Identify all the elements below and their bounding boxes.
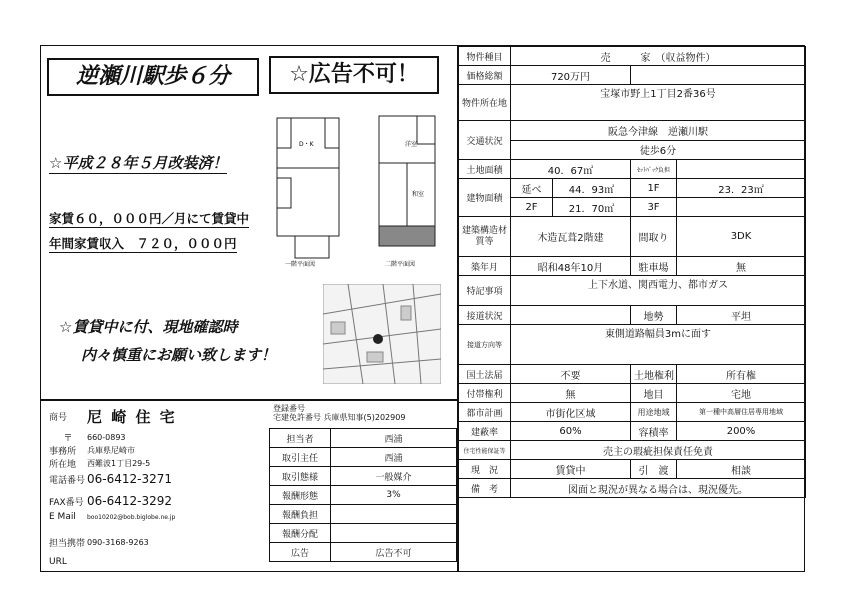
ledger-label: 取引態様 — [270, 467, 331, 486]
ledger-row — [270, 448, 457, 467]
shogo-label: 商号 — [49, 413, 68, 423]
ledger-row — [270, 467, 457, 486]
chimoku-header: 地目 — [631, 384, 677, 403]
kenri-value: 所有権 — [677, 365, 806, 384]
f3-label: 3F — [631, 198, 677, 217]
room-washitsu-label: 和室 — [412, 191, 425, 198]
structure-header: 建築構造材質等 — [459, 217, 511, 257]
ledger-value: 西浦 — [331, 448, 457, 467]
chimoku-value: 宅地 — [677, 384, 806, 403]
zip-mark: 〒 — [63, 434, 73, 444]
structure-value: 木造瓦葺2階建 — [511, 217, 631, 257]
futai-value: 無 — [511, 384, 631, 403]
hoken-value: 売主の瑕疵担保責任免責 — [511, 441, 806, 460]
mobile-label: 担当携帯 — [49, 539, 86, 549]
address-label: 所在地 — [49, 460, 77, 470]
second-floor-label: 二階平面図 — [385, 261, 416, 268]
company-name: 尼 崎 住 宅 — [87, 408, 177, 426]
special-header: 特記事項 — [459, 276, 511, 306]
ledger-value: 広告不可 — [331, 543, 457, 562]
price-value: 720万円 — [511, 66, 631, 85]
traffic-line-1: 阪急今津線 逆瀬川駅 — [511, 121, 806, 141]
ledger-value: 一般媒介 — [331, 467, 457, 486]
kenri-header: 土地権利 — [631, 365, 677, 384]
special-value: 上下水道、関西電力、都市ガス — [511, 276, 806, 306]
built-header: 築年月 — [459, 257, 511, 276]
nobe-value: 44．93㎡ — [553, 179, 631, 198]
madori-value: 3DK — [677, 217, 806, 257]
mail[interactable]: boo10202@bob.biglobe.ne.jp — [87, 513, 176, 521]
yoto-value: 第一種中高層住居専用地域 — [677, 403, 806, 422]
chisei-value: 平坦 — [677, 306, 806, 325]
yoseki-header: 容積率 — [631, 422, 677, 441]
built-value: 昭和48年10月 — [511, 257, 631, 276]
room-yoshitsu-label: 洋室 — [405, 141, 418, 148]
ledger-value: 西浦 — [331, 429, 457, 448]
url-label: URL — [49, 557, 67, 567]
spec-table — [458, 46, 806, 498]
hikiwatashi-header: 引 渡 — [631, 460, 677, 479]
no-ad-headline: ☆広告不可！ — [269, 56, 439, 94]
flyer-frame — [40, 45, 805, 572]
notice-line-2: 内々慎重にお願い致します！ — [81, 346, 277, 364]
chisei-header: 地勢 — [631, 306, 677, 325]
address: 西難波1丁目29-5 — [87, 459, 151, 468]
kokudo-header: 国土法届 — [459, 365, 511, 384]
f2-label: 2F — [511, 198, 553, 217]
land-header: 土地面積 — [459, 160, 511, 179]
kokudo-value: 不要 — [511, 365, 631, 384]
kenpei-value: 60% — [511, 422, 631, 441]
setsudo-value: 東側道路幅員3mに面す — [511, 325, 806, 365]
location-map — [323, 284, 441, 384]
ledger-row — [270, 543, 457, 562]
ledger-row — [270, 429, 457, 448]
f1-value: 23．23㎡ — [677, 179, 806, 198]
ledger-label: 報酬分配 — [270, 524, 331, 543]
agent-ledger — [269, 428, 457, 562]
ledger-value — [331, 505, 457, 524]
ledger-row — [270, 505, 457, 524]
zip: 660-0893 — [87, 433, 126, 442]
ledger-label: 広告 — [270, 543, 331, 562]
f2-value: 21．70㎡ — [553, 198, 631, 217]
fax-label: FAX番号 — [49, 497, 84, 508]
genkyo-header: 現 況 — [459, 460, 511, 479]
ledger-label: 報酬形態 — [270, 486, 331, 505]
license-text: 宅建免許番号 兵庫県知事(5)202909 — [273, 413, 406, 422]
building-header: 建物面積 — [459, 179, 511, 217]
ledger-row — [270, 524, 457, 543]
parking-value: 無 — [677, 257, 806, 276]
floor-plan — [267, 108, 442, 268]
location-value: 宝塚市野上1丁目2番36号 — [511, 85, 806, 121]
hoken-header: 住宅性能保証等 — [459, 441, 511, 460]
toshi-header: 都市計画 — [459, 403, 511, 422]
first-floor-label: 一階平面図 — [285, 261, 316, 268]
office-label: 事務所 — [49, 447, 77, 457]
location-header: 物件所在地 — [459, 85, 511, 121]
mail-label: E Mail — [49, 512, 76, 522]
land-value: 40．67㎡ — [511, 160, 631, 179]
f3-value — [677, 198, 806, 217]
ledger-value: 3% — [331, 486, 457, 505]
ledger-value — [331, 524, 457, 543]
parking-header: 駐車場 — [631, 257, 677, 276]
toshi-value: 市街化区域 — [511, 403, 631, 422]
traffic-line-2: 徒歩6分 — [511, 140, 806, 160]
annual-text: 年間家賃収入 ７２０，０００円 — [49, 236, 237, 251]
yoseki-value: 200% — [677, 422, 806, 441]
madori-header: 間取り — [631, 217, 677, 257]
type-header: 物件種目 — [459, 47, 511, 66]
room-dk-label: D・K — [299, 141, 314, 148]
yoto-header: 用途地域 — [631, 403, 677, 422]
ledger-label: 取引主任 — [270, 448, 331, 467]
genkyo-value: 賃貸中 — [511, 460, 631, 479]
hikiwatashi-value: 相談 — [677, 460, 806, 479]
setsudo-header: 接道方向等 — [459, 325, 511, 365]
fax: 06-6412-3292 — [87, 494, 173, 508]
left-divider — [41, 399, 457, 401]
office: 兵庫県尼崎市 — [87, 446, 135, 455]
station-headline: 逆瀬川駅歩６分 — [47, 58, 259, 96]
price-header: 価格総額 — [459, 66, 511, 85]
license-block — [273, 404, 405, 422]
company-block — [49, 406, 264, 567]
kenpei-header: 建蔽率 — [459, 422, 511, 441]
mobile: 090-3168-9263 — [87, 538, 149, 547]
road-header: 接道状況 — [459, 306, 511, 325]
ledger-label: 報酬負担 — [270, 505, 331, 524]
type-value: 売 家 （収益物件） — [511, 47, 806, 66]
ledger-row — [270, 486, 457, 505]
nobe-label: 延べ — [511, 179, 553, 198]
notice-line-1: ☆賃貸中に付、現地確認時 — [59, 318, 238, 336]
setback-header: ｾｯﾄﾊﾞｯｸ負担 — [631, 160, 677, 179]
license-label: 登録番号 — [273, 404, 305, 413]
futai-header: 付帯権利 — [459, 384, 511, 403]
renovated-text: ☆平成２８年５月改装済！ — [49, 154, 228, 172]
rent-text: 家賃６０，０００円／月にて賃貸中 — [49, 211, 250, 226]
f1-label: 1F — [631, 179, 677, 198]
biko-value: 図面と現況が異なる場合は、現況優先。 — [511, 479, 806, 498]
biko-header: 備 考 — [459, 479, 511, 498]
tel-label: 電話番号 — [49, 475, 86, 486]
tel[interactable]: 06-6412-3271 — [87, 472, 173, 486]
ledger-label: 担当者 — [270, 429, 331, 448]
traffic-header: 交通状況 — [459, 121, 511, 160]
